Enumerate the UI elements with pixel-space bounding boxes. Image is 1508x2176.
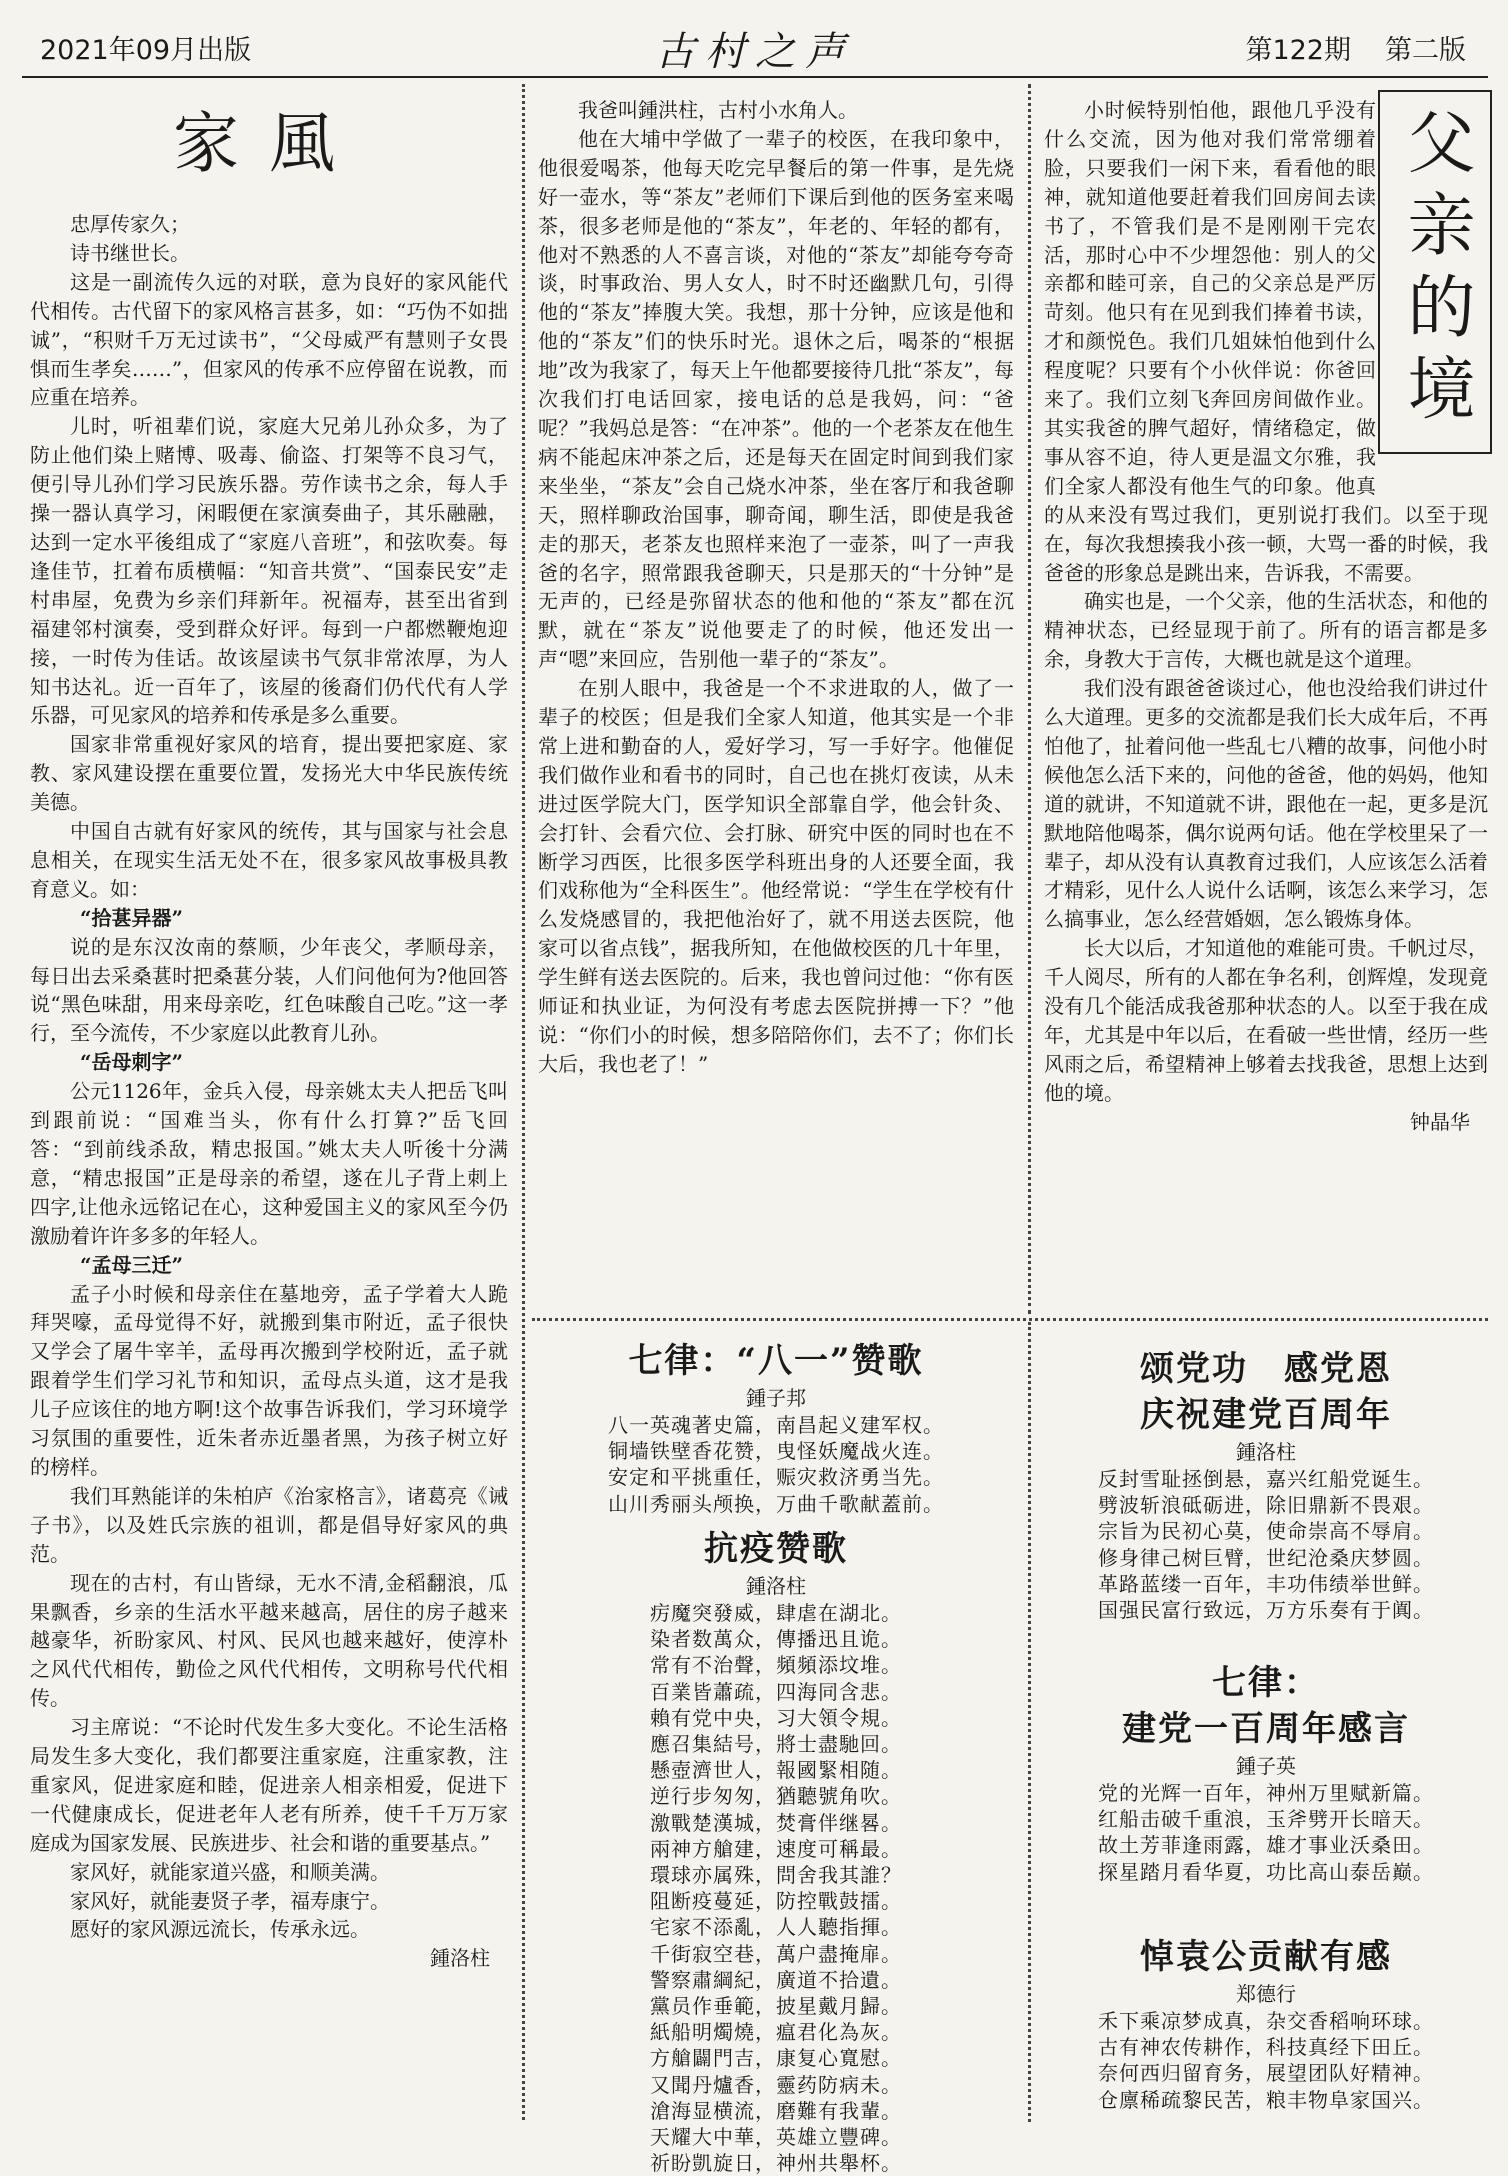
- poem-author: 鍾洛柱: [1236, 1440, 1296, 1464]
- paragraph: 家风好，就能家道兴盛，和顺美满。: [70, 1859, 390, 1884]
- paragraph: 我爸叫鍾洪柱，古村小水角人。: [578, 98, 858, 122]
- poem-line: 百業皆蕭疏，四海同含悲。: [650, 1679, 902, 1704]
- edition-label: 第二版: [1385, 35, 1466, 66]
- poem-author: 鍾洛柱: [746, 1574, 806, 1598]
- poem-line: 紙船明燭燒，瘟君化為灰。: [650, 2020, 902, 2045]
- article-title: 父亲的境: [1396, 107, 1475, 435]
- couplet-line: 诗书继世长。: [70, 240, 190, 265]
- poem-line: 奈何西归留育务，展望团队好精神。: [1098, 2061, 1434, 2086]
- issue-number: 第122期: [1245, 35, 1351, 66]
- poem-line: 疠魔突發威，肆虐在湖北。: [650, 1601, 902, 1625]
- poem-line: 国强民富行致远，万方乐奏有于阗。: [1098, 1598, 1434, 1623]
- poem-title: 悼袁公贡献有感: [1140, 1937, 1392, 1977]
- poem-line: 逆行步匆匆，猶聽號角吹。: [650, 1784, 902, 1809]
- poem-line: 革路蓝缕一百年，丰功伟绩举世鲜。: [1098, 1571, 1434, 1596]
- poem-line: 滄海显横流，磨難有我輩。: [650, 2098, 902, 2123]
- paragraph: 在别人眼中，我爸是一个不求进取的人，做了一辈子的校医；但是我们全家人知道，他其实是一个非常上进和勤奋的人，爱好学习，写一手好字。他催促我们做作业和看书的同时，自己也在挑灯夜读，从未进过医学院大门，医学知识全部靠自学，他会针灸、会打针、会看穴位、会打脉、研究中医的同时也在不断学习西医，比很多医学科班出身的人还要全面，我们戏称他为“全科医生”。他经常说：“学生在学校有什么发烧感冒的，我把他治好了，就不用送去医院，他家可以省点钱”，据我所知，在他做校医的几十年里，学生鲜有送去医院的。后来，我也曾问过他：“你有医师证和执业证，为何没有考虑去医院拼搏一下？”他说：“你们小的时候，想多陪陪你们，去不了；你们长大后，我也老了！”: [538, 676, 1014, 1076]
- poem-line: 常有不治聲，頻頻添坟堆。: [650, 1653, 902, 1678]
- article-jiafeng: [30, 90, 508, 2130]
- subheading: “拾葚异器”: [80, 905, 184, 930]
- issue-info: [1245, 28, 1466, 67]
- column-divider-left: [522, 84, 525, 2120]
- subheading: “岳母刺字”: [80, 1050, 184, 1075]
- poem-line: 修身律己树巨臂，世纪沧桑庆梦圆。: [1098, 1545, 1434, 1570]
- poem-line: 宗旨为民初心莫，使命崇高不辱肩。: [1098, 1519, 1434, 1544]
- poem-line: 禾下乘凉梦成真，杂交香稻响环球。: [1098, 2009, 1434, 2033]
- article-signature: 鍾洛柱: [430, 1946, 490, 1971]
- article-signature: 钟晶华: [1410, 1109, 1470, 1134]
- paragraph: 孟子小时候和母亲住在墓地旁，孟子学着大人跪拜哭嚎，孟母觉得不好，就搬到集市附近，孟子很快又学会了屠牛宰羊，孟母再次搬到学校附近，孟子就跟着学生们学习礼节和知识，孟母点头道，这才是我儿子应该住的地方啊!这个故事告诉我们，学习环境学习氛围的重要性，近朱者赤近墨者黑，为孩子树立好的榜样。: [30, 1281, 508, 1479]
- poem-line: 党的光辉一百年，神州万里赋新篇。: [1098, 1781, 1434, 1805]
- poem-title: 七律：“八一”赞歌: [628, 1341, 924, 1381]
- poem-line: 兩神方艙建，速度可稱最。: [650, 1836, 902, 1861]
- publish-date: 2021年09月出版: [40, 35, 252, 66]
- poem-line: 红船击破千重浪，玉斧劈开长暗天。: [1098, 1807, 1434, 1832]
- poem-column-divider: [1028, 1322, 1031, 2122]
- poem-line: 激戰楚漢城，焚膏伴继晷。: [650, 1810, 902, 1835]
- poem-bayi: [538, 1338, 1014, 1517]
- paragraph: 国家非常重视好家风的培育，提出要把家庭、家教、家风建设摆在重要位置，发扬光大中华民族传统美德。: [30, 732, 508, 815]
- poem-title: 抗疫赞歌: [704, 1529, 848, 1569]
- paragraph: 我们没有跟爸爸谈过心，他也没给我们讲过什么大道理。更多的交流都是我们长大成年后，不再怕他了，扯着问他一些乱七八糟的故事，问他小时候他怎么活下来的，问他的爸爸，他的妈妈，他知道的就讲，不知道就不讲，跟他在一起，更多是沉默地陪他喝茶，偶尔说两句话。他在学校里呆了一辈子，却从没有认真教育过我们，人应该怎么活着才精彩，见什么人说什么话啊，该怎么来学习，怎么搞事业，怎么经营婚姻，怎么锻炼身体。: [1044, 676, 1488, 932]
- subheading: “孟母三迁”: [80, 1252, 184, 1277]
- poem-line: 染者数萬众，傳播迅且诡。: [650, 1627, 902, 1652]
- poem-line: 八一英魂著史篇，南昌起义建军权。: [608, 1413, 944, 1437]
- poem-daonian: [1044, 1934, 1488, 2113]
- poem-line: 反封雪耻拯倒悬，嘉兴红船党诞生。: [1098, 1467, 1434, 1491]
- paragraph: 我们耳熟能详的朱柏庐《治家格言》，诸葛亮《诫子书》，以及姓氏宗族的祖训，都是倡导好家风的典范。: [30, 1483, 508, 1566]
- poem-title: 庆祝建党百周年: [1140, 1395, 1392, 1435]
- poem-ganyan: [1044, 1660, 1488, 1885]
- paragraph: 他在大埔中学做了一辈子的校医，在我印象中，他很爱喝茶，他每天吃完早餐后的第一件事，是先烧好一壶水，等“茶友”老师们下课后到他的医务室来喝茶，很多老师是他的“茶友”，年老的、年轻的都有，他对不熟悉的人不喜言谈，对他的“茶友”却能夸夸奇谈，时事政治、男人女人，时不时还幽默几句，引得他的“茶友”捧腹大笑。我想，那十分钟，应该是他和他的“茶友”们的快乐时光。退休之后，喝茶的“根据地”改为我家了，每天上午他都要接待几批“茶友”，每次我们打电话回家，接电话的总是我妈，问：“爸呢？”我妈总是答：“在冲茶”。他的一个老茶友在他生病不能起床冲茶之后，还是每天在固定时间到我们家来坐坐，“茶友”会自己烧水冲茶，坐在客厅和我爸聊天，照样聊政治国事，聊奇闻，聊生活，即使是我爸走的那天，老茶友也照样来泡了一壶茶，叫了一声我爸的名字，照常跟我爸聊天，只是那天的“十分钟”是无声的，已经是弥留状态的他和他的“茶友”都在沉默，就在“茶友”说他要走了的时候，他还发出一声“嗯”来回应，告别他一辈子的“茶友”。: [538, 126, 1014, 672]
- paragraph: 中国自古就有好家风的统传，其与国家与社会息息相关，在现实生活无处不在，很多家风故事极具教育意义。如：: [30, 819, 508, 901]
- poem-line: 賴有党中央，习大領令規。: [650, 1705, 902, 1730]
- poem-line: 方艙闢門吉，康复心寬慰。: [650, 2046, 902, 2071]
- couplet-line: 忠厚传家久；: [70, 212, 190, 236]
- paragraph: 愿好的家风源远流长，传承永远。: [70, 1917, 370, 1942]
- paragraph: 说的是东汉汝南的蔡顺，少年丧父，孝顺母亲，每日出去采桑葚时把桑葚分装，人们问他何为?他回答说“黑色味甜，用来母亲吃，红色味酸自己吃。”这一孝行，至今流传，不少家庭以此教育儿孙。: [30, 934, 508, 1046]
- poem-line: 劈波斩浪砥砺进，除旧鼎新不畏艰。: [1098, 1493, 1434, 1518]
- paragraph: 确实也是，一个父亲，他的生活状态，和他的精神状态，已经显现于前了。所有的语言都是多余，身教大于言传，大概也就是这个道理。: [1044, 589, 1488, 672]
- poem-line: 環球亦属殊，問舍我其誰？: [650, 1863, 902, 1888]
- article-title: 家風: [173, 105, 365, 182]
- poem-line: 又聞丹爐香，靈药防病未。: [650, 2072, 902, 2097]
- poem-title: 颂党功 感党恩: [1140, 1349, 1392, 1389]
- poem-line: 阻断疫蔓延，防控戰鼓擂。: [650, 1889, 902, 1914]
- paragraph: 习主席说：“不论时代发生多大变化。不论生活格局发生多大变化，我们都要注重家庭，注重家教，注重家风，促进家庭和睦，促进亲人相亲相爱，促进下一代健康成长，促进老年人老有所养，使千千万万家庭成为国家发展、民族进步、社会和谐的重要基点。”: [30, 1715, 508, 1855]
- poem-title: 七律：: [1212, 1663, 1320, 1703]
- poem-line: 山川秀丽头颅换，万曲千歌献蓋前。: [608, 1491, 944, 1516]
- article-father-title-box: [1378, 90, 1492, 454]
- column-divider-right: [1028, 84, 1031, 1314]
- paragraph: 现在的古村，有山皆绿，无水不清,金稻翻浪，瓜果飘香，乡亲的生活水平越来越高，居住的房子越来越豪华，祈盼家风、村风、民风也越来越好，使淳朴之风代代相传，勤俭之风代代相传，文明称号代代相传。: [30, 1570, 508, 1711]
- poem-line: 古有神农传耕作，科技真经下田丘。: [1098, 2035, 1434, 2060]
- poem-line: 天耀大中華，英雄立豐碑。: [650, 2125, 902, 2150]
- poem-author: 郑德行: [1236, 1982, 1296, 2006]
- poem-line: 故土芳菲逢雨露，雄才事业沃桑田。: [1098, 1833, 1434, 1858]
- paragraph: 这是一副流传久远的对联，意为良好的家风能代代相传。古代留下的家风格言甚多，如：“巧伪不如拙诚”，“积财千万无过读书”，“父母威严有慧则子女畏惧而生孝矣……”，但家风的传承不应停留在说教，而应重在培养。: [30, 269, 508, 410]
- poem-line: 黨员作垂範，披星戴月歸。: [650, 1994, 902, 2019]
- poem-line: 應召集結号，將士盡馳回。: [650, 1732, 902, 1757]
- masthead: [22, 18, 1488, 78]
- poem-line: 铜墙铁壁香花赞，曳怪妖魔战火连。: [608, 1439, 944, 1464]
- poem-author: 鍾子英: [1236, 1754, 1296, 1778]
- paragraph: 儿时，听祖辈们说，家庭大兄弟儿孙众多，为了防止他们染上赌博、吸毒、偷盗、打架等不良习气，便引导儿孙们学习民族乐器。劳作读书之余，每人手操一器认真学习，闲暇便在家演奏曲子，其乐融融，达到一定水平後组成了“家庭八音班”，和弦吹奏。每逢佳节，扛着布质横幅：“知音共赏”、“国泰民安”走村串屋，免费为乡亲们拜新年。祝福寿，甚至出省到福建邻村演奏，受到群众好评。每到一户都燃鞭炮迎接，一时传为佳话。故该屋读书气氛非常浓厚，为人知书达礼。近一百年了，该屋的後裔们仍代代有人学乐器，可见家风的培养和传承是多么重要。: [30, 414, 508, 728]
- paper-name: 古村之声: [655, 29, 855, 75]
- poem-line: 祈盼凱旋日，神州共舉杯。: [650, 2151, 902, 2176]
- poem-line: 警察肅綱紀，廣道不拾遺。: [650, 1967, 902, 1992]
- poem-title: 建党一百周年感言: [1122, 1709, 1410, 1749]
- paragraph: 家风好，就能妻贤子孝，福寿康宁。: [70, 1888, 390, 1913]
- poem-kangyi: [538, 1526, 1014, 2176]
- poem-jiandang: [1044, 1346, 1488, 1623]
- poem-author: 鍾子邦: [746, 1386, 806, 1410]
- section-divider-bottom: [532, 1318, 1488, 1321]
- paragraph: 长大以后，才知道他的难能可贵。千帆过尽，千人阅尽，所有的人都在争名利，创辉煌，发现竟没有几个能活成我爸那种状态的人。以至于我在成年，尤其是中年以后，在看破一些世情，经历一些风雨之后，希望精神上够着去找我爸，思想上达到他的境。: [1044, 936, 1488, 1105]
- poem-line: 仓廪稀疏黎民苦，粮丰物阜家国兴。: [1098, 2087, 1434, 2112]
- poem-line: 安定和平挑重任，赈灾救济勇当先。: [608, 1465, 944, 1490]
- poem-line: 懸壺濟世人，報國緊相随。: [650, 1758, 902, 1783]
- paragraph: 公元1126年，金兵入侵，母亲姚太夫人把岳飞叫到跟前说：“国难当头，你有什么打算?”岳飞回答：“到前线杀敌，精忠报国。”姚太夫人听後十分满意，“精忠报国”正是母亲的希望，遂在儿子背上刺上四字,让他永远铭记在心，这种爱国主义的家风至今仍激励着许许多多的年轻人。: [30, 1079, 508, 1248]
- poem-line: 探星踏月看华夏，功比高山泰岳巅。: [1098, 1859, 1434, 1884]
- article-father-col-a: [538, 96, 1014, 1310]
- poem-line: 千街寂空巷，萬户盡掩扉。: [650, 1941, 902, 1966]
- paragraph: 小时候特别怕他，跟他几乎没有什么交流，因为他对我们常常绷着脸，只要我们一闲下来，看看他的眼神，就知道他要赶着我们回房间去读书了，不管我们是不是刚刚干完农活，那时心中不少埋怨他：别人的父亲都和睦可亲，自己的父亲总是严厉苛刻。他只有在见到我们捧着书读，才和颜悦色。我们几姐妹怕他到什么程度呢？只要有个小伙伴说：你爸回来了。我们立刻飞奔回房间做作业。其实我爸的脾气超好，情绪稳定，做事从容不迫，待人更是温文尔雅，我们全家人都没有他生气的印象。他真的从来没有骂过我们，更别说打我们。以至于现在，每次我想揍我小孩一顿，大骂一番的时候，我爸爸的形象总是跳出来，告诉我，不需要。: [1044, 98, 1488, 585]
- poem-line: 宅家不添亂，人人聽指揮。: [650, 1915, 902, 1940]
